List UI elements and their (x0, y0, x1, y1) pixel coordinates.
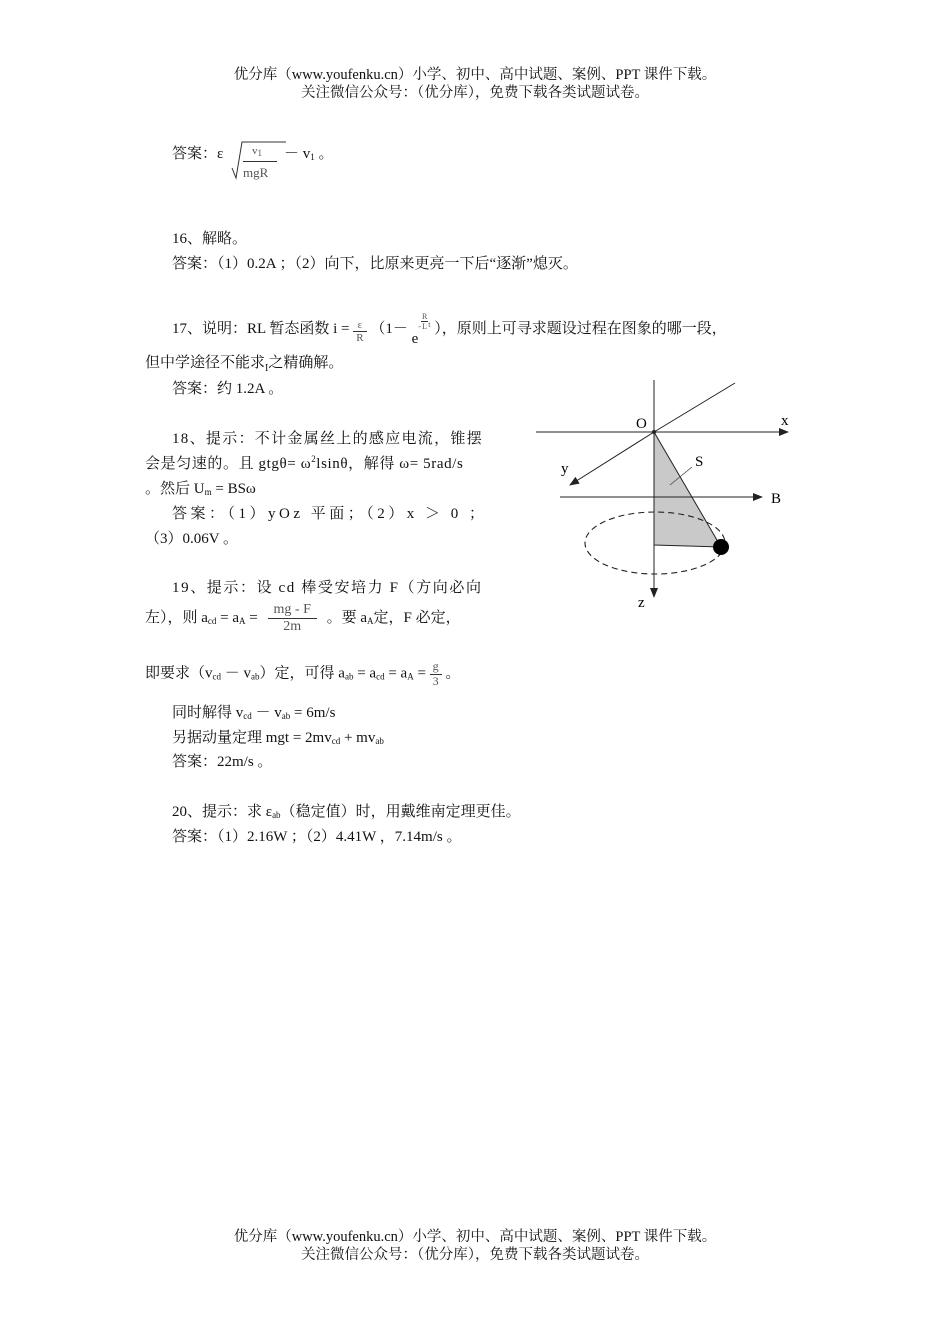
q15-minus-v1: － $v_1$ 。 (284, 146, 334, 162)
q17-exp-frac: $\frac{R}{L}$ (421, 312, 428, 332)
q19-line-4: 同时解得 $v_{cd} - v_{ab} = 6m/s$ (172, 705, 336, 721)
q18-answer-1: 答案：（1）yOz 平面；（2）x ＞ 0 ； (172, 506, 488, 522)
q17-frac: $\frac{\varepsilon}{R}$ (353, 319, 366, 345)
q17-answer: 答案：约 1.2A 。 (172, 381, 284, 397)
q15-frac-num: $v_1$ (252, 145, 262, 158)
footer-line-1: 优分库（www.youfenku.cn）小学、初中、高中试题、案例、PPT 课件下载。 (233, 1229, 717, 1245)
q18-figure (530, 375, 810, 620)
origin-point (652, 430, 656, 434)
q19-g-frac: $\frac{g}{3}$ (430, 660, 442, 689)
label-b: B (771, 491, 782, 507)
y-axis-back (654, 383, 735, 432)
q16-answer: 答案：（1）0.2A ；（2）向下，比原来更亮一下后“逐渐”熄灭。 (172, 256, 578, 272)
q18-line-1: 18、提示：不计金属丝上的感应电流，锥摆 (172, 431, 484, 447)
q15-epsilon: ε (217, 146, 224, 162)
q17-line-1: 17、说明：RL 暂态函数 i = $\frac{\varepsilon}{R}$ （1－ e- $\frac{R}{L}$ $^t$ ），原则上可寻求题设过程在图象的哪一段， (172, 312, 727, 348)
label-o: O (636, 416, 647, 432)
header-line-1: 优分库（www.youfenku.cn）小学、初中、高中试题、案例、PPT 课件下载。 (233, 67, 717, 83)
q19-line-3: 即要求$(v_{cd} - v_{ab})$定，可得 $a_{ab} = a_{cd} = a_A$ = $\frac{g}{3}$ 。 (145, 659, 461, 688)
q18-line-3: 。然后 $U_m = BS\omega$ (145, 481, 256, 497)
label-z: z (638, 595, 645, 611)
y-axis (570, 432, 654, 485)
q17-exp-e: e (411, 331, 419, 348)
footer-line-2: 关注微信公众号：（优分库），免费下载各类试题试卷。 (301, 1247, 649, 1263)
q19-line-2: 左），则 $a_{cd} = a_A$ = $\frac{mg - F}{2m}$ 。要 $a_A$定，F 必定， (145, 602, 461, 635)
label-y: y (561, 461, 569, 477)
q19-line-1: 19、提示：设 cd 棒受安培力 F（方向必向 (172, 580, 483, 596)
header-line-2: 关注微信公众号：（优分库），免费下载各类试题试卷。 (301, 85, 649, 101)
q15-answer-label: 答案： (172, 146, 218, 162)
q15-frac-den: mgR (243, 165, 269, 180)
pendulum-bob (713, 539, 729, 555)
label-x: x (781, 413, 789, 429)
q20-answer: 答案：（1）2.16W ；（2）4.41W ，7.14m/s 。 (172, 829, 462, 845)
label-s: S (695, 454, 704, 470)
q19-line-5: 另据动量定理 mgt = $2mv_{cd} + mv_{ab}$ (172, 730, 384, 746)
q18-answer-2: （3）0.06V 。 (145, 531, 239, 547)
q15-answer (172, 142, 223, 163)
q19-answer: 答案：22m/s 。 (172, 754, 273, 770)
q17-line-2: 但中学途径不能求$_I$之精确解。 (145, 355, 344, 374)
q20-line-1: 20、提示：求 $\varepsilon_{ab}$（稳定值）时，用戴维南定理更佳。 (172, 804, 521, 820)
q18-line-2: 会是匀速的。且 $gtg\theta= \omega^2lsin\theta$，解得 ω= 5rad/s (145, 454, 464, 472)
triangle-area-s (654, 432, 721, 547)
q16-title: 16、解略。 (172, 231, 248, 247)
q15-frac-bar (243, 161, 277, 162)
q19-frac: $\frac{mg - F}{2m}$ (268, 602, 317, 635)
